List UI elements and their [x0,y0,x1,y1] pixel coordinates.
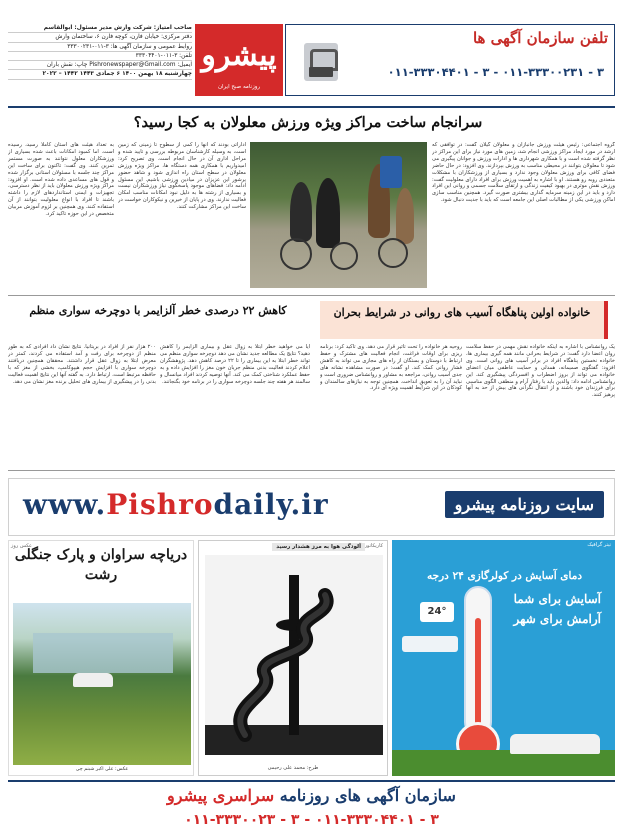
website-url[interactable]: www.Pishrodaily.ir [23,488,329,521]
cartoon-panel [198,540,388,776]
masthead-office: دفتر مرکزی: خیابان فارن، کوچه فارن ۶، ساختمان وارش [8,33,192,42]
family-story-headline[interactable]: خانواده اولین پناهگاه آسیب های روانی در شرایط بحران [320,301,608,339]
ac-infographic-panel [392,540,615,776]
cartoon-panel-heading: آلودگی هوا به مرز هشدار رسید [272,543,365,551]
thermometer-icon [464,586,492,736]
family-story-column-a: یک روانشناس با اشاره به اینکه خانواده نقش مهمی در حفظ سلامت روان اعضا دارد گفت: در شرایط بحرانی مانند همه گیری بیماری ها، خانواده نخستین پناهگاه افراد در برابر آسیب های روانی است. وی افزود: گفتگوی صمیمانه، همدلی و حمایت عاطفی میان اعضای خانواده می تواند از بروز اضطراب و افسردگی پیشگیری کند. این روانشناس ادامه داد: والدین باید با رفتار آرام و منطقی الگوی مناسبی برای فرزندان خود باشند و از انتقال نگرانی های بیش از حد به آنها پرهیز کنند. [466,344,615,399]
masthead-phones: تلفن: ۳-۰۱۱-۳۳۳۰۴۴۰۱ [8,52,192,61]
temperature-readout: 24° [420,602,454,622]
header-divider [8,106,615,108]
header-ad-box [285,24,615,96]
website-label: سایت روزنامه پیشرو [445,491,604,518]
infographic-line-2: آسایش برای شما [513,592,601,606]
section-divider [8,470,615,471]
top-story-column-right: گروه اجتماعی: رئیس هیئت ورزش جانبازان و معلولان گیلان گفت: در توافقی که ارشد در مورد ایجاد مراکز ورزشی انجام شد، زمین های مورد نیاز برای این مراکز در نظر گرفته شده است و با همکاری شهرداری ها و ادارات ورزش و جوانان پیگیری می شود تا معلولان بتوانند در محیطی مناسب به ورزش بپردازند. وی افزود: در حال حاضر فضای کافی برای ورزش معلولان وجود ندارد و بسیاری از ورزشکاران با مشکلات متعددی روبه رو هستند. او با اشاره به اهمیت ورزش برای افراد دارای معلولیت گفت: ورزش نقش موثری در بهبود کیفیت زندگی و ارتقای سلامت جسمی و روانی این افراد دارد و باید در این زمینه سرمایه گذاری بیشتری صورت گیرد. همچنین مناسب سازی اماکن ورزشی یکی از مطالبات اصلی این جامعه است که باید با جدیت دنبال شود. [432,142,615,204]
cartoon-panel-caption: طرح: محمد علی رحیمی [267,765,319,771]
sofa-icon [510,734,600,754]
alzheimer-story-column-a: آیا می خواهید خطر ابتلا به زوال عقل و بیماری آلزایمر را کاهش دهید؟ نتایج یک مطالعه جدید نشان می دهد دوچرخه سواری منظم می تواند خطر ابتلا به این بیماری را تا ۲۲ درصد کاهش دهد. پژوهشگران اعلام کردند فعالیت بدنی منظم جریان خون مغز را افزایش داده و به حفظ عملکرد شناختی کمک می کند. آنها توصیه کردند افراد میانسال و سالمند هر هفته چند جلسه دوچرخه سواری را در برنامه خود بگنجانند. [160,344,310,385]
top-story-headline[interactable]: سرانجام ساخت مراکز ویژه ورزش معلولان به کجا رسید؟ [133,114,483,131]
masthead-email: ایمیل: Pishronewspaper@Gmail.com چاپ: نقش باران [8,61,192,70]
cartoon-panel-tag: کاریکاتور [364,543,383,549]
alzheimer-story-column-b: ۲۰۰ هزار نفر از افراد در بریتانیا. نتایج نشان داد افرادی که به طور منظم از دوچرخه برای رفت و آمد استفاده می کردند، کمتر در معرض ابتلا به زوال عقل قرار داشتند. محققان همچنین دریافتند دوچرخه سواری با افزایش حجم هیپوکامپ، بخشی از مغز که با حافظه مرتبط است، ارتباط دارد. به گفته آنها این نتایج اهمیت فعالیت بدنی را در پیشگیری از بیماری های تحلیل برنده مغز نشان می دهد. [8,344,156,385]
ad-phones: ۰۱۱-۳۳۳۰۴۴۰۱ - ۳ - ۰۱۱-۳۳۳۰۰۲۳۱ - ۳ [387,65,604,79]
ad-title: تلفن سازمان آگهی ها [472,29,608,47]
family-story-column-b: روحیه هر خانواده را تحت تاثیر قرار می دهد. وی تاکید کرد: برنامه ریزی برای اوقات فراغت، انجام فعالیت های مشترک و حفظ ارتباط با دوستان و بستگان از راه های مجازی می تواند به کاهش فشار روانی کمک کند. او گفت: در صورت مشاهده نشانه های جدی آسیب روانی، مراجعه به مشاور و روانشناس ضروری است و نباید آن را به تعویق انداخت. همچنین توجه به نیازهای سالمندان و کودکان در این شرایط اهمیت ویژه ای دارد. [320,344,462,392]
top-story-column-middle: اداراتی بودند که آنها را کمی از سطوح تا زمینی که زمین است، به وسیله کارشناسان مربوطه بررسی و تایید شده و مراحل اداری آن در حال انجام است. وی تصریح کرد: امیدواریم با همکاری همه دستگاه ها، مراکز ویژه ورزش معلولان در سطح استان راه اندازی شود و شاهد حضور پرشور این عزیزان در میادین ورزشی باشیم. این مسئول ادامه داد: فضاهای موجود پاسخگوی نیاز ورزشکاران نیست و بسیاری از رشته ها به دلیل نبود امکانات مناسب امکان فعالیت ندارند. وی در پایان از خیرین و نیکوکاران خواست در ساخت این مراکز مشارکت کنند. [118,142,246,211]
footer-ad-banner [8,780,615,835]
logo-text: پیشرو [201,38,277,73]
alzheimer-story-headline[interactable]: کاهش ۲۲ درصدی خطر آلزایمر با دوچرخه سواری منظم [29,304,287,317]
infographic-line-3: آرامش برای شهر [513,612,601,626]
footer-title: سازمان آگهی های روزنامه سراسری پیشرو [167,786,456,805]
photo-of-day-panel [8,540,194,776]
top-story-column-left: به تعداد هیئت های استان کاملا رسید، رسیده است. اما کمبود امکانات باعث شده بسیاری از ورزشکاران معلول نتوانند به صورت مستمر تمرین کنند. وی گفت: تاکنون برای ساخت این مراکز چند جلسه با مسئولان استانی برگزار شده و قول های مساعدی داده شده است. او افزود: مراکز ویژه ورزش معلولان باید از نظر دسترسی، تجهیزات و ایمنی استانداردهای لازم را داشته باشند تا افراد با انواع معلولیت بتوانند از آن استفاده کنند. وی همچنین بر لزوم آموزش مربیان متخصص در این حوزه تاکید کرد. [8,142,114,218]
infographic-line-1: دمای آسایش در کولرگازی ۲۴ درجه [426,570,583,582]
logo-tagline: روزنامه صبح ایران [217,84,261,90]
infographic-tag: تیتر گرافیک [587,542,611,548]
cartoon-illustration [205,555,383,755]
section-divider [8,295,615,296]
masthead-info [8,24,192,102]
phone-icon [304,43,338,81]
masthead-relations: روابط عمومی و سازمان آگهی ها: ۳-۰۱۱-۳۳۳۰۰۲۳۱ [8,43,192,52]
newspaper-logo[interactable] [195,24,283,96]
footer-phones: ۰۱۱-۳۳۳۰۰۲۳ - ۳ - ۰۱۱-۳۳۳۰۴۴۰۱ - ۳ [184,812,439,828]
top-story-photo [250,142,427,288]
air-conditioner-icon [402,636,458,652]
photo-panel-tag: عکس روز [11,543,32,549]
masthead-date: چهارشنبه ۱۸ بهمن ۱۴۰۰ ۶ جمادی ۱۴۴۳ ۱۴۴۲ – ۲۰۲۲ [8,70,192,79]
tower-smog-drawing [205,555,383,755]
photo-panel-caption: عکس: علی اکبر شبنم چی [75,767,129,772]
lake-photo [13,603,191,765]
website-banner[interactable] [8,478,615,536]
masthead-owner: صاحب امتیاز: شرکت وارش مدیر مسئول: ابوالقاسم [8,24,192,33]
photo-panel-title: دریاچه سراوان و پارک جنگلی رشت [14,547,188,583]
